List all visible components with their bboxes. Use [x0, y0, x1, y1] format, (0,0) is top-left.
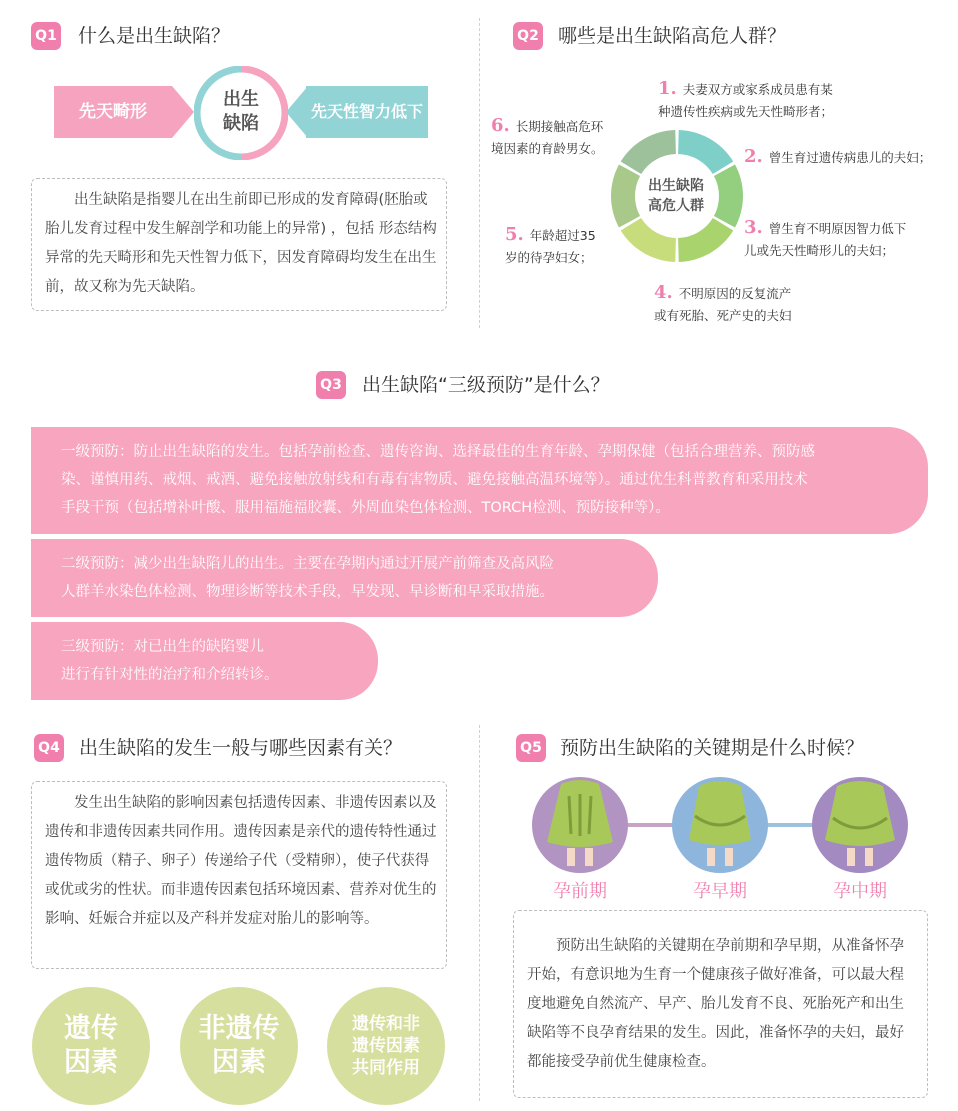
q4-title: 出生缺陷的发生一般与哪些因素有关？ [79, 737, 403, 759]
primary-prevention-line2: 染、谨慎用药、戒烟、戒酒、避免接触放射线和有毒有害物质、避免接触高温环境等）。通过优生科普教育和采用技术 [61, 472, 808, 488]
high-risk-center-text [630, 176, 722, 216]
non-genetic-circle-line1: 非遗传 [198, 1013, 280, 1044]
q1-badge: Q1 [31, 22, 61, 50]
risk-1-line1: 夫妻双方或家系成员患有某 [682, 82, 833, 97]
risk-num-6: 6. [491, 115, 510, 136]
pre-pregnancy-figure [531, 776, 629, 874]
risk-item-1 [658, 78, 833, 123]
combined-circle-line1: 遗传和非 [352, 1014, 420, 1034]
tertiary-prevention-band [31, 622, 378, 700]
non-genetic-circle-line2: 因素 [212, 1047, 266, 1078]
secondary-prevention-line1: 二级预防：减少出生缺陷儿的出生。主要在孕期内通过开展产前筛查及高风险 [61, 556, 554, 572]
risk-item-2 [744, 146, 931, 169]
congenital-malformation-arrow [54, 86, 172, 138]
period-connector-1 [626, 823, 674, 827]
q2-title: 哪些是出生缺陷高危人群？ [558, 25, 787, 47]
q5-title: 预防出生缺陷的关键期是什么时候？ [560, 737, 865, 759]
center-line-2: 缺陷 [223, 113, 259, 134]
genetic-circle-line1: 遗传 [64, 1013, 118, 1044]
risk-num-2: 2. [744, 146, 763, 167]
risk-num-3: 3. [744, 217, 763, 238]
period-early-pregnancy: 孕早期 [693, 881, 747, 902]
risk-5-line1: 年龄超过35 [529, 228, 596, 243]
tertiary-prevention-line2: 进行有针对性的治疗和介绍转诊。 [61, 667, 279, 683]
genetic-circle-line2: 因素 [64, 1047, 118, 1078]
risk-6-line2: 境因素的育龄男女。 [491, 141, 604, 156]
secondary-prevention-line2: 人群羊水染色体检测、物理诊断等技术手段，早发现、早诊断和早采取措施。 [61, 584, 554, 600]
risk-2-line1: 曾生育过遗传病患儿的夫妇； [768, 150, 932, 165]
risk-3-line2: 儿或先天性畸形儿的夫妇； [744, 243, 895, 258]
high-risk-center-line-2: 高危人群 [648, 198, 704, 214]
risk-3-line1: 曾生育不明原因智力低下 [768, 221, 907, 236]
risk-5-line2: 岁的待孕妇女； [505, 250, 593, 265]
period-pre-pregnancy: 孕前期 [553, 881, 607, 902]
q4-badge: Q4 [34, 734, 64, 762]
risk-item-3 [744, 217, 906, 262]
non-genetic-factor-circle [180, 987, 298, 1105]
combined-circle-line3: 共同作用 [352, 1058, 420, 1078]
high-risk-center-line-1: 出生缺陷 [648, 178, 704, 194]
center-line-1: 出生 [223, 89, 259, 110]
risk-num-4: 4. [654, 282, 673, 303]
right-arrow-tip [286, 86, 308, 138]
q3-badge: Q3 [316, 371, 346, 399]
q4-text: 发生出生缺陷的影响因素包括遗传因素、非遗传因素以及遗传和非遗传因素共同作用。遗传因素是亲代的遗传特性通过遗传物质（精子、卵子）传递给子代（受精卵），使子代获得或优或劣的性状。而非遗传因素包括环境因素、营养对优生的影响、妊娠合并症以及产科并发症对胎儿的影响等。 [45, 795, 437, 927]
period-mid-pregnancy: 孕中期 [833, 881, 887, 902]
bottom-divider [479, 725, 480, 1101]
risk-item-5 [505, 224, 596, 269]
primary-prevention-line1: 一级预防：防止出生缺陷的发生。包括孕前检查、遗传咨询、选择最佳的生育年龄、孕期保健（包括合理营养、预防感 [61, 444, 815, 460]
secondary-prevention-band [31, 539, 658, 617]
left-arrow-tip [172, 86, 194, 138]
risk-num-5: 5. [505, 224, 524, 245]
mid-pregnancy-figure [811, 776, 909, 874]
combined-factor-circle [327, 987, 445, 1105]
q2-badge: Q2 [513, 22, 543, 50]
risk-6-line1: 长期接触高危环 [515, 119, 604, 134]
q5-text: 预防出生缺陷的关键期在孕前期和孕早期，从准备怀孕开始，有意识地为生育一个健康孩子做好准备，可以最大程度地避免自然流产、早产、胎儿发育不良、死胎死产和出生缺陷等不良孕育结果的发生。因此，准备怀孕的夫妇，最好都能接受孕前优生健康检查。 [527, 938, 904, 1070]
tertiary-prevention-line1: 三级预防：对已出生的缺陷婴儿 [61, 639, 264, 655]
primary-prevention-line3: 手段干预（包括增补叶酸、服用福施福胶囊、外周血染色体检测、TORCH检测、预防接种等）。 [61, 500, 670, 516]
q1-text: 出生缺陷是指婴儿在出生前即已形成的发育障碍(胚胎或胎儿发育过程中发生解剖学和功能上的异常) ，包括 形态结构异常的先天畸形和先天性智力低下，因发育障碍均发生在出生前，故又称为先天缺陷。 [45, 192, 437, 295]
combined-circle-line2: 遗传因素 [352, 1036, 420, 1056]
q3-title: 出生缺陷“三级预防”是什么？ [362, 374, 610, 396]
early-pregnancy-figure [671, 776, 769, 874]
top-divider [479, 18, 480, 328]
intellectual-disability-arrow [306, 86, 428, 138]
birth-defect-center-text [210, 88, 272, 136]
q1-title: 什么是出生缺陷？ [78, 25, 231, 47]
risk-4-line2: 或有死胎、死产史的夫妇 [654, 308, 792, 323]
congenital-malformation-label: 先天畸形 [79, 102, 147, 122]
risk-4-line1: 不明原因的反复流产 [678, 286, 792, 301]
q5-badge: Q5 [516, 734, 546, 762]
risk-1-line2: 种遗传性疾病或先天性畸形者； [658, 104, 834, 119]
risk-num-1: 1. [658, 78, 677, 99]
risk-item-6 [491, 115, 604, 160]
period-connector-2 [766, 823, 814, 827]
genetic-factor-circle [32, 987, 150, 1105]
primary-prevention-band [31, 427, 928, 534]
intellectual-disability-label: 先天性智力低下 [310, 102, 423, 121]
risk-item-4 [654, 282, 792, 327]
